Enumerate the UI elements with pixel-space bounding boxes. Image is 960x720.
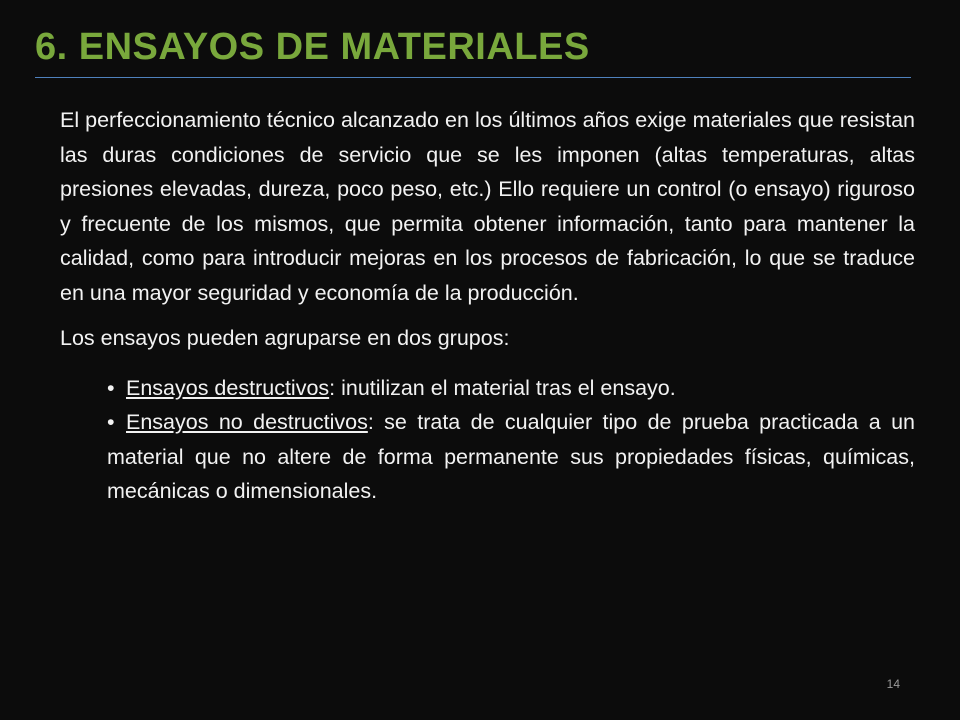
groups-intro: Los ensayos pueden agruparse en dos grupos: xyxy=(60,326,510,350)
slide-title: 6. ENSAYOS DE MATERIALES xyxy=(35,26,590,68)
bullet-text: : se trata de cualquier tipo de prueba practicada a un material que no altere de forma permanente sus propiedades físicas, químicas, mecánicas o dimensionales. xyxy=(107,410,915,503)
bullet-non-destructive-tests xyxy=(107,405,915,509)
bullet-destructive-tests xyxy=(107,371,915,406)
page-number: 14 xyxy=(886,677,900,691)
bullet-icon: • xyxy=(107,375,115,400)
bullet-term: Ensayos destructivos xyxy=(126,375,330,400)
body-paragraph: El perfeccionamiento técnico alcanzado en los últimos años exige materiales que resistan las duras condiciones de servicio que se les imponen (altas temperaturas, altas presiones elevadas, dureza, poco peso, etc.) Ello requiere un control (o ensayo) riguroso y frecuente de los mismos, que permita obtener información, tanto para mantener la calidad, como para introducir mejoras en los procesos de fabricación, lo que se traduce en una mayor seguridad y economía de la producción. xyxy=(60,108,915,305)
bullet-term: Ensayos no destructivos xyxy=(126,410,368,434)
bullet-text: : inutilizan el material tras el ensayo. xyxy=(329,375,676,400)
bullet-list xyxy=(107,371,915,509)
bullet-icon: • xyxy=(107,410,115,434)
slide-body xyxy=(60,103,915,509)
title-divider xyxy=(35,77,911,78)
